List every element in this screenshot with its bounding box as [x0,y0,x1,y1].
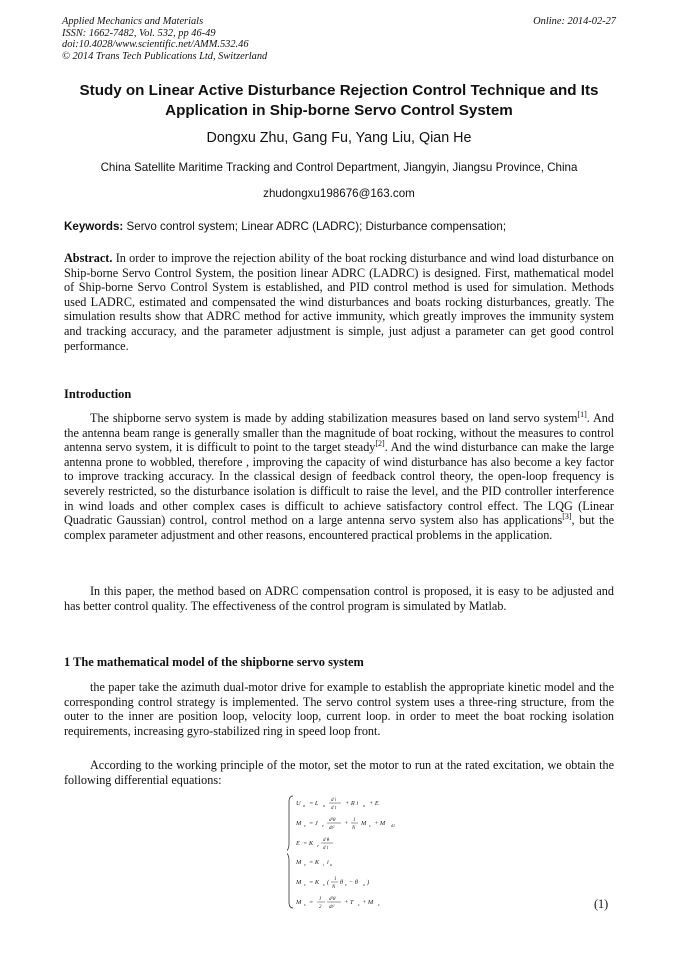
svg-text:s: s [304,882,306,887]
svg-text:M: M [296,859,302,866]
abstract [64,251,614,353]
svg-text:= K: = K [303,840,314,847]
keywords-label: Keywords: [64,220,124,233]
ref-2: [2] [375,439,385,449]
keywords [64,220,624,233]
svg-text:): ) [367,879,370,886]
svg-text:a: a [303,803,305,808]
svg-text:d t: d t [331,806,337,811]
svg-text:+ E: + E [369,800,379,807]
ref-1: [1] [577,409,587,419]
svg-text:J: J [319,897,322,902]
svg-text:d²θ: d²θ [329,897,336,902]
svg-text:s: s [304,902,306,907]
doi: doi:10.4028/www.scientific.net/AMM.532.46 [62,39,249,51]
svg-text:e: e [304,823,306,828]
svg-text:1: 1 [353,818,356,823]
svg-text:s: s [369,823,371,828]
section-1-paragraph-1: the paper take the azimuth dual-motor drive for example to establish the appropriate kinetic model and the corresponding control strategy is implemented. The servo control system uses a three-ring structure, from the outer to the inner are position loop, velocity loop, current loop. in order to meet the boat rocking isolation requirements, increasing gyro-stabilized ring in speed loop front. [64,680,614,738]
equation-number: (1) [594,897,609,911]
svg-text:θ: θ [340,879,344,886]
svg-text:d θ: d θ [323,838,330,843]
copyright: © 2014 Trans Tech Publications Ltd, Switzerland [62,50,268,62]
svg-text:+ R i: + R i [345,800,359,807]
svg-text:o: o [363,882,365,887]
svg-text:= L: = L [309,800,319,807]
authors: Dongxu Zhu, Gang Fu, Yang Liu, Qian He [206,130,472,146]
svg-text:dt²: dt² [329,905,335,910]
paper-title [40,81,638,121]
svg-text:M: M [361,820,367,827]
svg-text:a: a [363,803,365,808]
svg-text:+ M: + M [374,820,386,827]
svg-text:e: e [304,862,306,867]
intro-paragraph-1 [64,411,614,542]
svg-text:+: + [344,820,349,827]
intro-paragraph-2: In this paper, the method based on ADRC compensation control is proposed, it is easy to be adjusted and has better control quality. The effectiveness of the control program is simulated by Matlab. [64,584,614,613]
svg-text:= J: = J [309,820,318,827]
svg-text:i: i [327,859,329,866]
svg-text:= K: = K [309,879,320,886]
keywords-text: Servo control system; Linear ADRC (LADRC); Disturbance compensation; [126,220,507,233]
svg-text:s: s [323,882,325,887]
intro-text-b: . And the antenna beam range is generally smaller than the magnitude of boat rocking, without the measures to control antenna servo system, it is difficult to point to the target steady [64,411,614,455]
svg-text:N: N [352,826,356,831]
svg-text:e: e [345,882,347,887]
svg-text:t: t [323,862,325,867]
svg-text:(: ( [327,879,330,886]
svg-text:+ T: + T [344,899,354,906]
section-1-paragraph-2: According to the working principle of the motor, set the motor to run at the rated excitation, we obtain the following differential equations: [64,758,614,787]
title-line-2: Application in Ship-borne Servo Control System [165,102,513,119]
journal-header [62,16,267,62]
svg-text:a: a [323,803,325,808]
issn: ISSN: 1662-7482, Vol. 532, pp 46-49 [62,27,216,39]
title-line-1: Study on Linear Active Disturbance Rejection Control Technique and Its [79,82,599,99]
svg-text:E: E [296,840,300,847]
differential-equations-image [287,792,457,912]
svg-text:a: a [330,862,332,867]
svg-text:M: M [296,899,302,906]
svg-text:e: e [322,823,324,828]
svg-text:M: M [296,879,302,886]
svg-text:d²θ: d²θ [329,818,336,823]
email: zhudongxu198676@163.com [263,187,415,200]
svg-text:c: c [378,902,380,907]
svg-text:N: N [332,885,336,890]
abstract-label: Abstract. [64,251,113,265]
intro-text-d: , but the complex parameter adjustment and other reasons, encountered practical problems in the application. [64,513,614,542]
intro-heading: Introduction [64,387,132,401]
intro-text-c: . And the wind disturbance can make the large antenna prone to wobbled, therefore , improving the capacity of wind disturbance has also become a key factor to improve tracking accuracy. In the classical design of feedback control theory, the open-loop frequency is severely restricted, so the disturbance isolation is difficult to raise the level, and the PID controller interference in wind loads and other complex cases is difficult to achieve satisfactory control effect. The LQG (Linear Quadratic Gaussian) control, control method on a large antenna servo system also has applications [64,440,614,528]
intro-text-a: The shipborne servo system is made by adding stabilization measures based on land servo system [90,411,578,425]
svg-text:dt²: dt² [329,826,335,831]
svg-text:c: c [358,902,360,907]
svg-text:M: M [296,820,302,827]
svg-text:e: e [317,843,319,848]
svg-text:= K: = K [309,859,320,866]
svg-text:d i: d i [331,798,337,803]
svg-text:2: 2 [319,905,322,910]
affiliation: China Satellite Maritime Tracking and Control Department, Jiangyin, Jiangsu Province, China [100,161,578,174]
section-1-heading: 1 The mathematical model of the shipborne servo system [64,655,364,669]
svg-text:d1: d1 [391,823,395,828]
svg-text:d t: d t [323,846,329,851]
svg-text:− θ: − θ [349,879,359,886]
online-date: Online: 2014-02-27 [533,16,616,27]
svg-text:U: U [296,800,301,807]
svg-text:=: = [309,899,314,906]
journal-name: Applied Mechanics and Materials [62,16,204,27]
ref-3: [3] [562,512,572,522]
svg-text:+ M: + M [362,899,374,906]
svg-text:1: 1 [334,877,337,882]
abstract-text: In order to improve the rejection ability of the boat rocking disturbance and wind load disturbance on Ship-borne Servo Control System, the position linear ADRC (LADRC) is designed. First, mathematical model of Ship-borne Servo Control System is established, and PID control method is used for simulation. Methods used LADRC, estimated and compensated the wind disturbances and boats rocking disturbances, greatly. The simulation results show that ADRC method for active immunity, which greatly improves the immunity system and tracking accuracy, and the parameter adjustment is simple, just adjust a parameter can get good control performance. [64,251,615,353]
